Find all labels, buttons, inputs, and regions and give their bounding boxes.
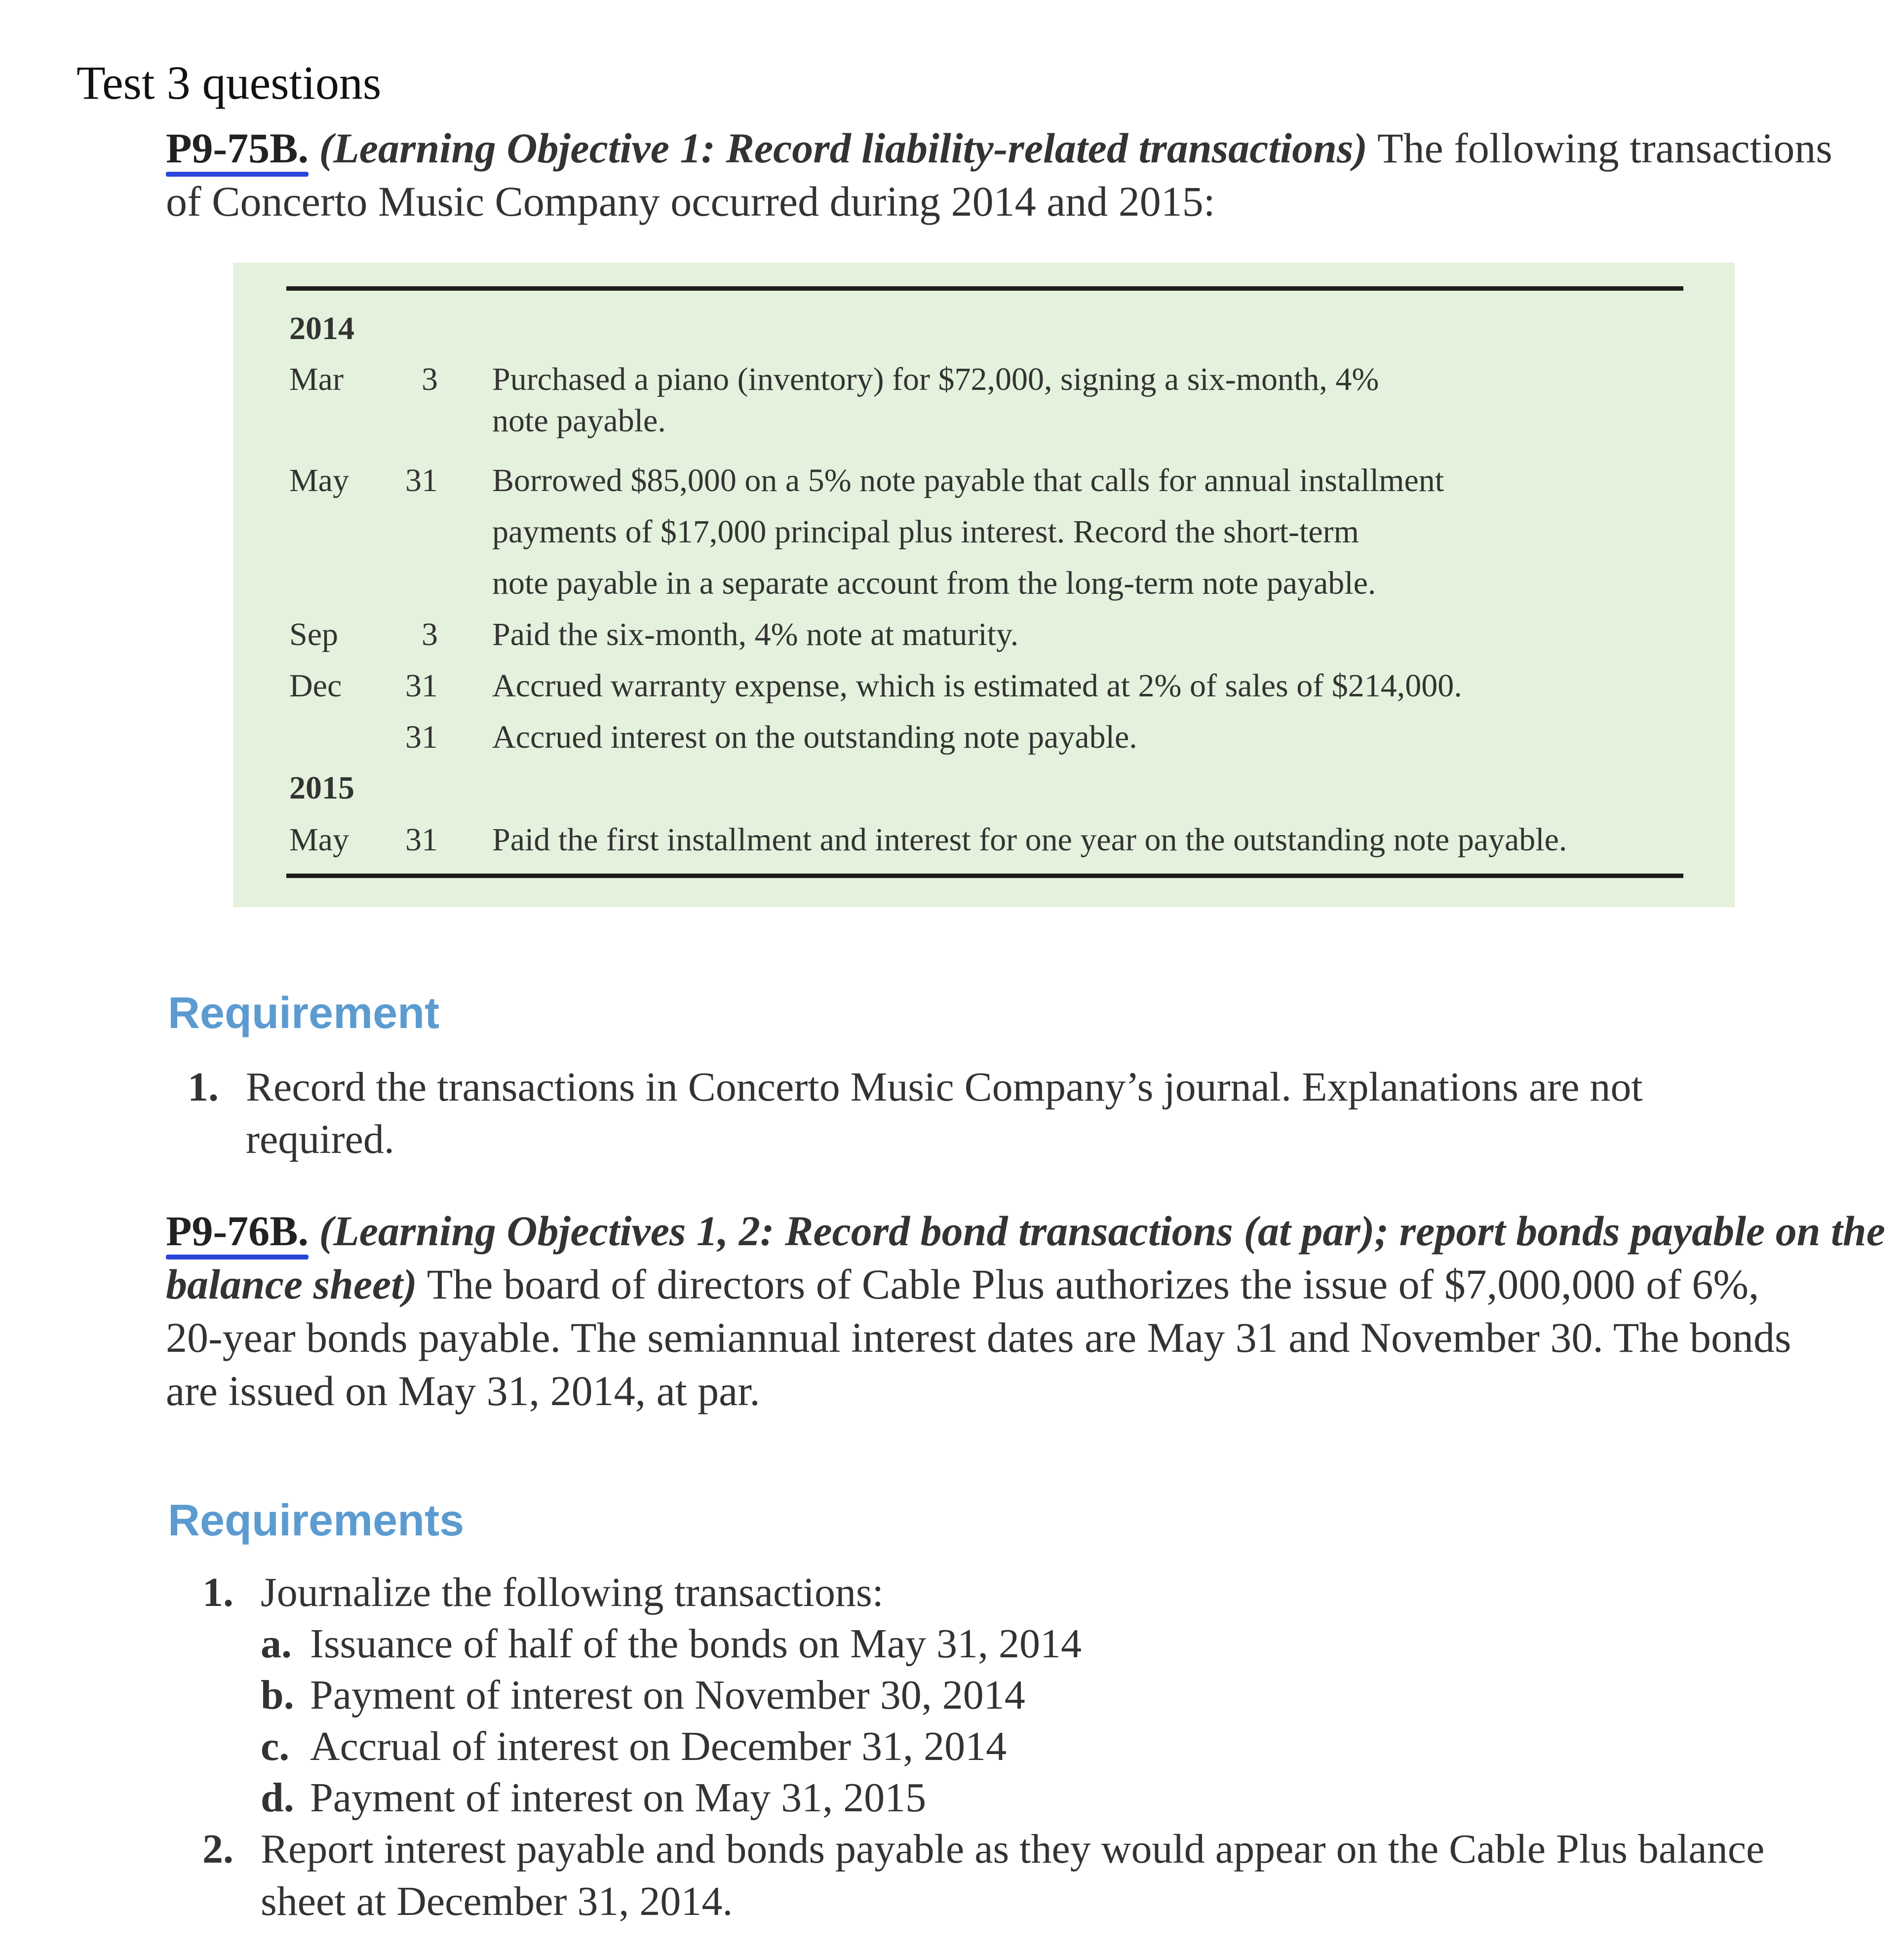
problem-2-intro [166, 1204, 1885, 1417]
description-line: Paid the first installment and interest for one year on the outstanding note payable. [492, 822, 1567, 858]
transaction-month: Dec [289, 668, 342, 704]
transaction-day: 31 [405, 719, 438, 755]
transaction-month: May [289, 822, 349, 858]
document-title: Test 3 questions [77, 56, 382, 109]
sub-item-text: Payment of interest on November 30, 2014 [310, 1672, 1025, 1718]
problem-2-number: P9-76B. [166, 1207, 309, 1255]
requirement-number: 1. [188, 1064, 219, 1110]
transaction-description [492, 354, 1697, 447]
year-label-2014: 2014 [289, 310, 354, 346]
transaction-month: Mar [289, 361, 344, 397]
requirement-line: Record the transactions in Concerto Music Company’s journal. Explanations are not [246, 1064, 1643, 1110]
table-top-rule [286, 286, 1683, 291]
transaction-day: 31 [405, 668, 438, 704]
sub-item-text: Accrual of interest on December 31, 2014 [310, 1723, 1007, 1769]
transactions-table [233, 263, 1735, 907]
description-line: Accrued interest on the outstanding note payable. [492, 719, 1137, 755]
problem-1-text-line2: of Concerto Music Company occurred during 2014 and 2015: [166, 178, 1215, 225]
year-label-2015: 2015 [289, 770, 354, 806]
description-line: note payable. [492, 403, 666, 439]
description-line: Paid the six-month, 4% note at maturity. [492, 616, 1019, 652]
description-line: Borrowed $85,000 on a 5% note payable that calls for annual installment [492, 462, 1444, 498]
transaction-day: 31 [405, 462, 438, 498]
transaction-description [492, 660, 1697, 712]
requirement-number: 1. [202, 1569, 233, 1615]
sub-item-text: Issuance of half of the bonds on May 31, 2014 [310, 1621, 1082, 1667]
transaction-description [492, 712, 1697, 763]
problem-1-number: P9-75B. [166, 124, 309, 172]
sub-item-text: Payment of interest on May 31, 2015 [310, 1775, 927, 1821]
problem-2-objective-line1: (Learning Objectives 1, 2: Record bond transactions (at par); report bonds payable on the [319, 1207, 1885, 1255]
transaction-day: 31 [405, 822, 438, 858]
table-bottom-rule [286, 874, 1683, 878]
problem-2-text-line4: are issued on May 31, 2014, at par. [166, 1367, 760, 1414]
requirements-heading: Requirements [168, 1496, 465, 1545]
problem-1-text-line1: The following transactions [1367, 124, 1832, 172]
transaction-description [492, 455, 1697, 609]
problem-1-intro [166, 121, 1844, 228]
description-line: note payable in a separate account from the long-term note payable. [492, 565, 1376, 601]
problem-2-text-line2: The board of directors of Cable Plus authorizes the issue of $7,000,000 of 6%, [417, 1260, 1759, 1308]
sub-item-letter: d. [261, 1775, 294, 1821]
problem-1-objective: (Learning Objective 1: Record liability-related transactions) [319, 124, 1368, 172]
requirement-number: 2. [202, 1826, 233, 1872]
transaction-day: 3 [422, 616, 438, 652]
problem-2-text-line3: 20-year bonds payable. The semiannual interest dates are May 31 and November 30. The bonds [166, 1314, 1791, 1361]
transaction-description [492, 814, 1697, 866]
description-line: payments of $17,000 principal plus interest. Record the short-term [492, 514, 1359, 550]
sub-item-letter: b. [261, 1672, 294, 1718]
requirement-text: Journalize the following transactions: [261, 1569, 884, 1615]
description-line: Purchased a piano (inventory) for $72,000, signing a six-month, 4% [492, 361, 1379, 397]
requirement-line: required. [246, 1116, 394, 1162]
transaction-month: Sep [289, 616, 338, 652]
problem-2-objective-line2: balance sheet) [166, 1260, 417, 1308]
transaction-month: May [289, 462, 349, 498]
transaction-day: 3 [422, 361, 438, 397]
requirement-heading: Requirement [168, 989, 440, 1038]
requirement-line: sheet at December 31, 2014. [261, 1878, 733, 1924]
description-line: Accrued warranty expense, which is estimated at 2% of sales of $214,000. [492, 668, 1462, 704]
sub-item-letter: a. [261, 1621, 292, 1667]
transaction-description [492, 609, 1697, 660]
requirement-line: Report interest payable and bonds payable as they would appear on the Cable Plus balance [261, 1826, 1765, 1872]
sub-item-letter: c. [261, 1723, 290, 1769]
